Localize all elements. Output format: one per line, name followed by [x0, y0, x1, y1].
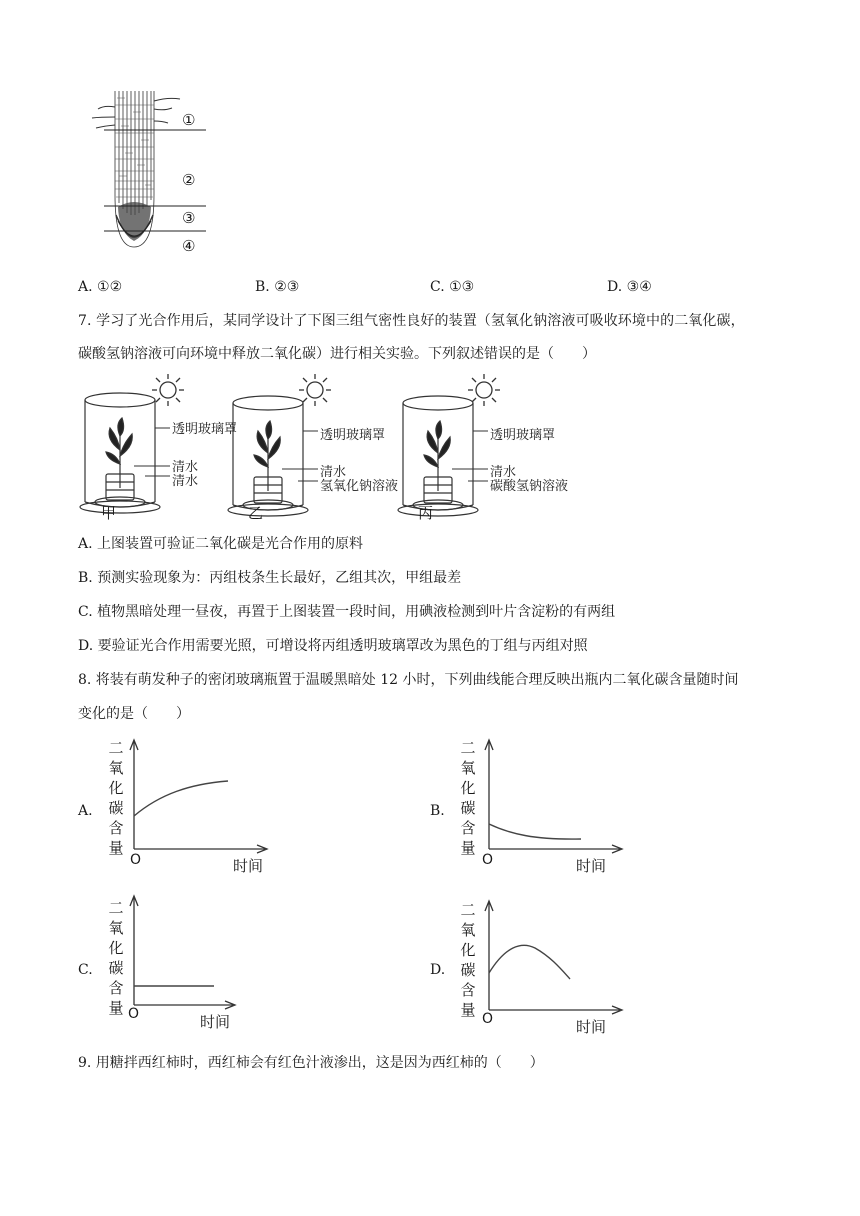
- ylabel-char: 二: [108, 739, 124, 757]
- q9-stem: 9. 用糖拌西红柿时，西红柿会有红色汁液渗出，这是因为西红柿的（ ）: [78, 1055, 544, 1071]
- curve-rise-fall: [489, 945, 570, 979]
- q8-option-a-letter[interactable]: A.: [78, 803, 93, 819]
- ylabel-char: 化: [108, 779, 124, 797]
- q8-stem-line1: 8. 将装有萌发种子的密闭玻璃瓶置于温暖黑暗处 12 小时，下列曲线能合理反映出瓶内二氧化碳含量随时间: [78, 672, 739, 688]
- yi-lower-label: 氢氧化钠溶液: [320, 479, 399, 494]
- graph-c-xlabel: 时间: [200, 1013, 231, 1031]
- jia-upper-label: 清水: [172, 460, 199, 475]
- ylabel-char: 含: [108, 979, 124, 997]
- yi-name: 乙: [248, 504, 264, 522]
- root-tip-drawing: [88, 85, 218, 260]
- graph-c-ylabel: [107, 898, 125, 1018]
- zone-label-2: ②: [182, 171, 196, 189]
- graph-a-origin: O: [130, 852, 142, 868]
- apparatus-drawing: [70, 368, 590, 528]
- ylabel-char: 含: [460, 819, 476, 837]
- ylabel-char: 氧: [460, 921, 476, 939]
- option-letter: A.: [78, 279, 93, 295]
- curve-falling: [489, 824, 581, 839]
- ylabel-char: 量: [460, 1001, 476, 1019]
- ylabel-char: 含: [460, 981, 476, 999]
- option-letter: B.: [255, 279, 270, 295]
- zone-label-4: ④: [182, 237, 196, 255]
- graph-b-ylabel: [459, 738, 477, 858]
- graph-d-xlabel: 时间: [576, 1018, 607, 1036]
- ylabel-char: 二: [460, 739, 476, 757]
- q7-stem-line2: 碳酸氢钠溶液可向环境中释放二氧化碳）进行相关实验。下列叙述错误的是（ ）: [78, 346, 596, 362]
- option-letter: C.: [430, 279, 445, 295]
- ylabel-char: 量: [460, 839, 476, 857]
- ylabel-char: 二: [460, 901, 476, 919]
- ylabel-char: 化: [460, 779, 476, 797]
- ylabel-char: 氧: [108, 759, 124, 777]
- ylabel-char: 氧: [460, 759, 476, 777]
- q7-stem-line1: 7. 学习了光合作用后，某同学设计了下图三组气密性良好的装置（氢氧化钠溶液可吸收环境中的二氧化碳，: [78, 313, 745, 329]
- q6-option-d[interactable]: [607, 277, 652, 297]
- graph-d-ylabel: [459, 900, 477, 1020]
- q6-option-c[interactable]: [430, 277, 474, 297]
- ylabel-char: 含: [108, 819, 124, 837]
- bing-cover-label: 透明玻璃罩: [490, 428, 556, 443]
- curve-rising: [134, 781, 228, 816]
- q8-graph-c[interactable]: [100, 890, 280, 1030]
- option-letter: D.: [607, 279, 623, 295]
- ylabel-char: 碳: [460, 799, 476, 817]
- ylabel-char: 量: [108, 839, 124, 857]
- q6-option-b[interactable]: [255, 277, 299, 297]
- q7-option-c[interactable]: C. 植物黑暗处理一昼夜，再置于上图装置一段时间，用碘液检测到叶片含淀粉的有两组: [78, 604, 616, 620]
- zone-label-3: ③: [182, 209, 196, 227]
- graph-b-xlabel: 时间: [576, 857, 607, 875]
- bing-name: 丙: [418, 504, 434, 522]
- option-text: ③④: [626, 279, 652, 295]
- option-text: ②③: [274, 279, 300, 295]
- ylabel-char: 化: [108, 939, 124, 957]
- option-text: ①③: [449, 279, 475, 295]
- ylabel-char: 二: [108, 899, 124, 917]
- bing-lower-label: 碳酸氢钠溶液: [490, 479, 569, 494]
- q8-option-d-letter[interactable]: D.: [430, 962, 446, 978]
- zone-label-1: ①: [182, 111, 196, 129]
- ylabel-char: 碳: [108, 799, 124, 817]
- jia-lower-label: 清水: [172, 474, 199, 489]
- graph-c-origin: O: [128, 1006, 140, 1022]
- ylabel-char: 量: [108, 999, 124, 1017]
- ylabel-char: 氧: [108, 919, 124, 937]
- yi-upper-label: 清水: [320, 465, 347, 480]
- graph-b-origin: O: [482, 852, 494, 868]
- option-text: ①②: [97, 279, 123, 295]
- graph-a-xlabel: 时间: [233, 857, 264, 875]
- q8-option-b-letter[interactable]: B.: [430, 803, 445, 819]
- q7-option-d[interactable]: D. 要验证光合作用需要光照，可增设将丙组透明玻璃罩改为黑色的丁组与丙组对照: [78, 638, 588, 654]
- q8-option-c-letter[interactable]: C.: [78, 962, 93, 978]
- q7-option-a[interactable]: A. 上图装置可验证二氧化碳是光合作用的原料: [78, 536, 364, 552]
- jia-cover-label: 透明玻璃罩: [172, 422, 238, 437]
- bing-upper-label: 清水: [490, 465, 517, 480]
- jia-name: 甲: [101, 504, 117, 522]
- yi-cover-label: 透明玻璃罩: [320, 428, 386, 443]
- ylabel-char: 碳: [108, 959, 124, 977]
- ylabel-char: 化: [460, 941, 476, 959]
- graph-a-ylabel: [107, 738, 125, 858]
- q7-apparatus-figure: [70, 368, 590, 528]
- q6-option-a[interactable]: [78, 277, 122, 297]
- q8-graph-a[interactable]: [100, 734, 280, 874]
- ylabel-char: 碳: [460, 961, 476, 979]
- root-tip-figure: [88, 85, 218, 260]
- q8-stem-line2: 变化的是（ ）: [78, 706, 190, 722]
- q7-option-b[interactable]: B. 预测实验现象为：丙组枝条生长最好，乙组其次，甲组最差: [78, 570, 462, 586]
- graph-d-origin: O: [482, 1011, 494, 1027]
